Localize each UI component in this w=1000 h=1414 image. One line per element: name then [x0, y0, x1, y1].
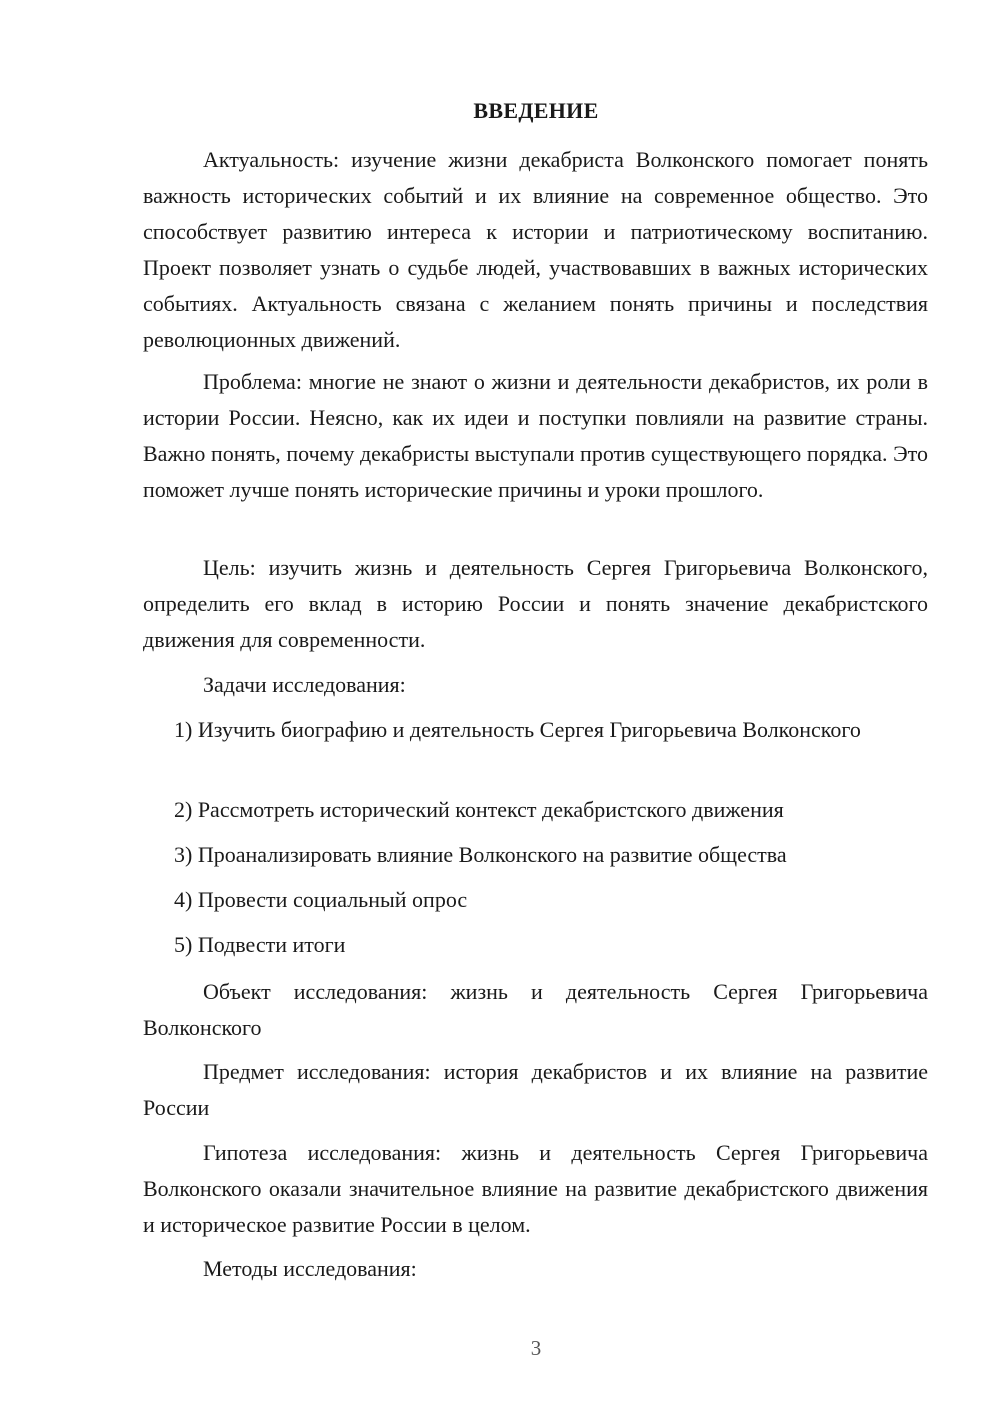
- task-item-1: 1) Изучить биографию и деятельность Сергея Григорьевича Волконского: [174, 717, 861, 742]
- tasks-heading: Задачи исследования:: [203, 672, 406, 697]
- goal-section: [143, 550, 928, 658]
- methods-heading: Методы исследования:: [203, 1256, 417, 1281]
- task-item-2: 2) Рассмотреть исторический контекст декабристского движения: [174, 797, 784, 822]
- task-5-section: [143, 927, 928, 963]
- hypothesis-section: [143, 1135, 928, 1243]
- goal-paragraph: Цель: изучить жизнь и деятельность Сергея Григорьевича Волконского, определить его вклад в историю России и понять значение декабристского движения для современности.: [143, 555, 928, 652]
- methods-heading-section: [143, 1251, 928, 1287]
- task-item-3: 3) Проанализировать влияние Волконского на развитие общества: [174, 842, 787, 867]
- object-paragraph: Объект исследования: жизнь и деятельность Сергея Григорьевича Волконского: [143, 979, 928, 1040]
- object-section: [143, 974, 928, 1046]
- task-3-section: [143, 837, 928, 873]
- problem-section: [143, 364, 928, 508]
- page-title: ВВЕДЕНИЕ: [473, 98, 599, 123]
- subject-section: [143, 1054, 928, 1126]
- relevance-paragraph: Актуальность: изучение жизни декабриста Волконского помогает понять важность исторических событий и их влияние на современное общество. Это способствует развитию интереса к истории и патриотическому воспитанию. Проект позволяет узнать о судьбе людей, участвовавших в важных исторических событиях. Актуальность связана с желанием понять причины и последствия революционных движений.: [143, 147, 928, 352]
- task-item-5: 5) Подвести итоги: [174, 932, 346, 957]
- tasks-heading-section: [143, 667, 928, 703]
- task-item-4: 4) Провести социальный опрос: [174, 887, 468, 912]
- page-number: 3: [530, 1336, 542, 1360]
- problem-paragraph: Проблема: многие не знают о жизни и деятельности декабристов, их роли в истории России. Неясно, как их идеи и поступки повлияли на развитие страны. Важно понять, почему декабристы выступали против существующего порядка. Это поможет лучше понять исторические причины и уроки прошлого.: [143, 369, 928, 502]
- subject-paragraph: Предмет исследования: история декабристов и их влияние на развитие России: [143, 1059, 928, 1120]
- task-2-section: [143, 792, 928, 828]
- relevance-section: [143, 142, 928, 358]
- hypothesis-paragraph: Гипотеза исследования: жизнь и деятельность Сергея Григорьевича Волконского оказали значительное влияние на развитие декабристского движения и историческое развитие России в целом.: [143, 1140, 928, 1237]
- task-4-section: [143, 882, 928, 918]
- task-1-section: [143, 712, 928, 748]
